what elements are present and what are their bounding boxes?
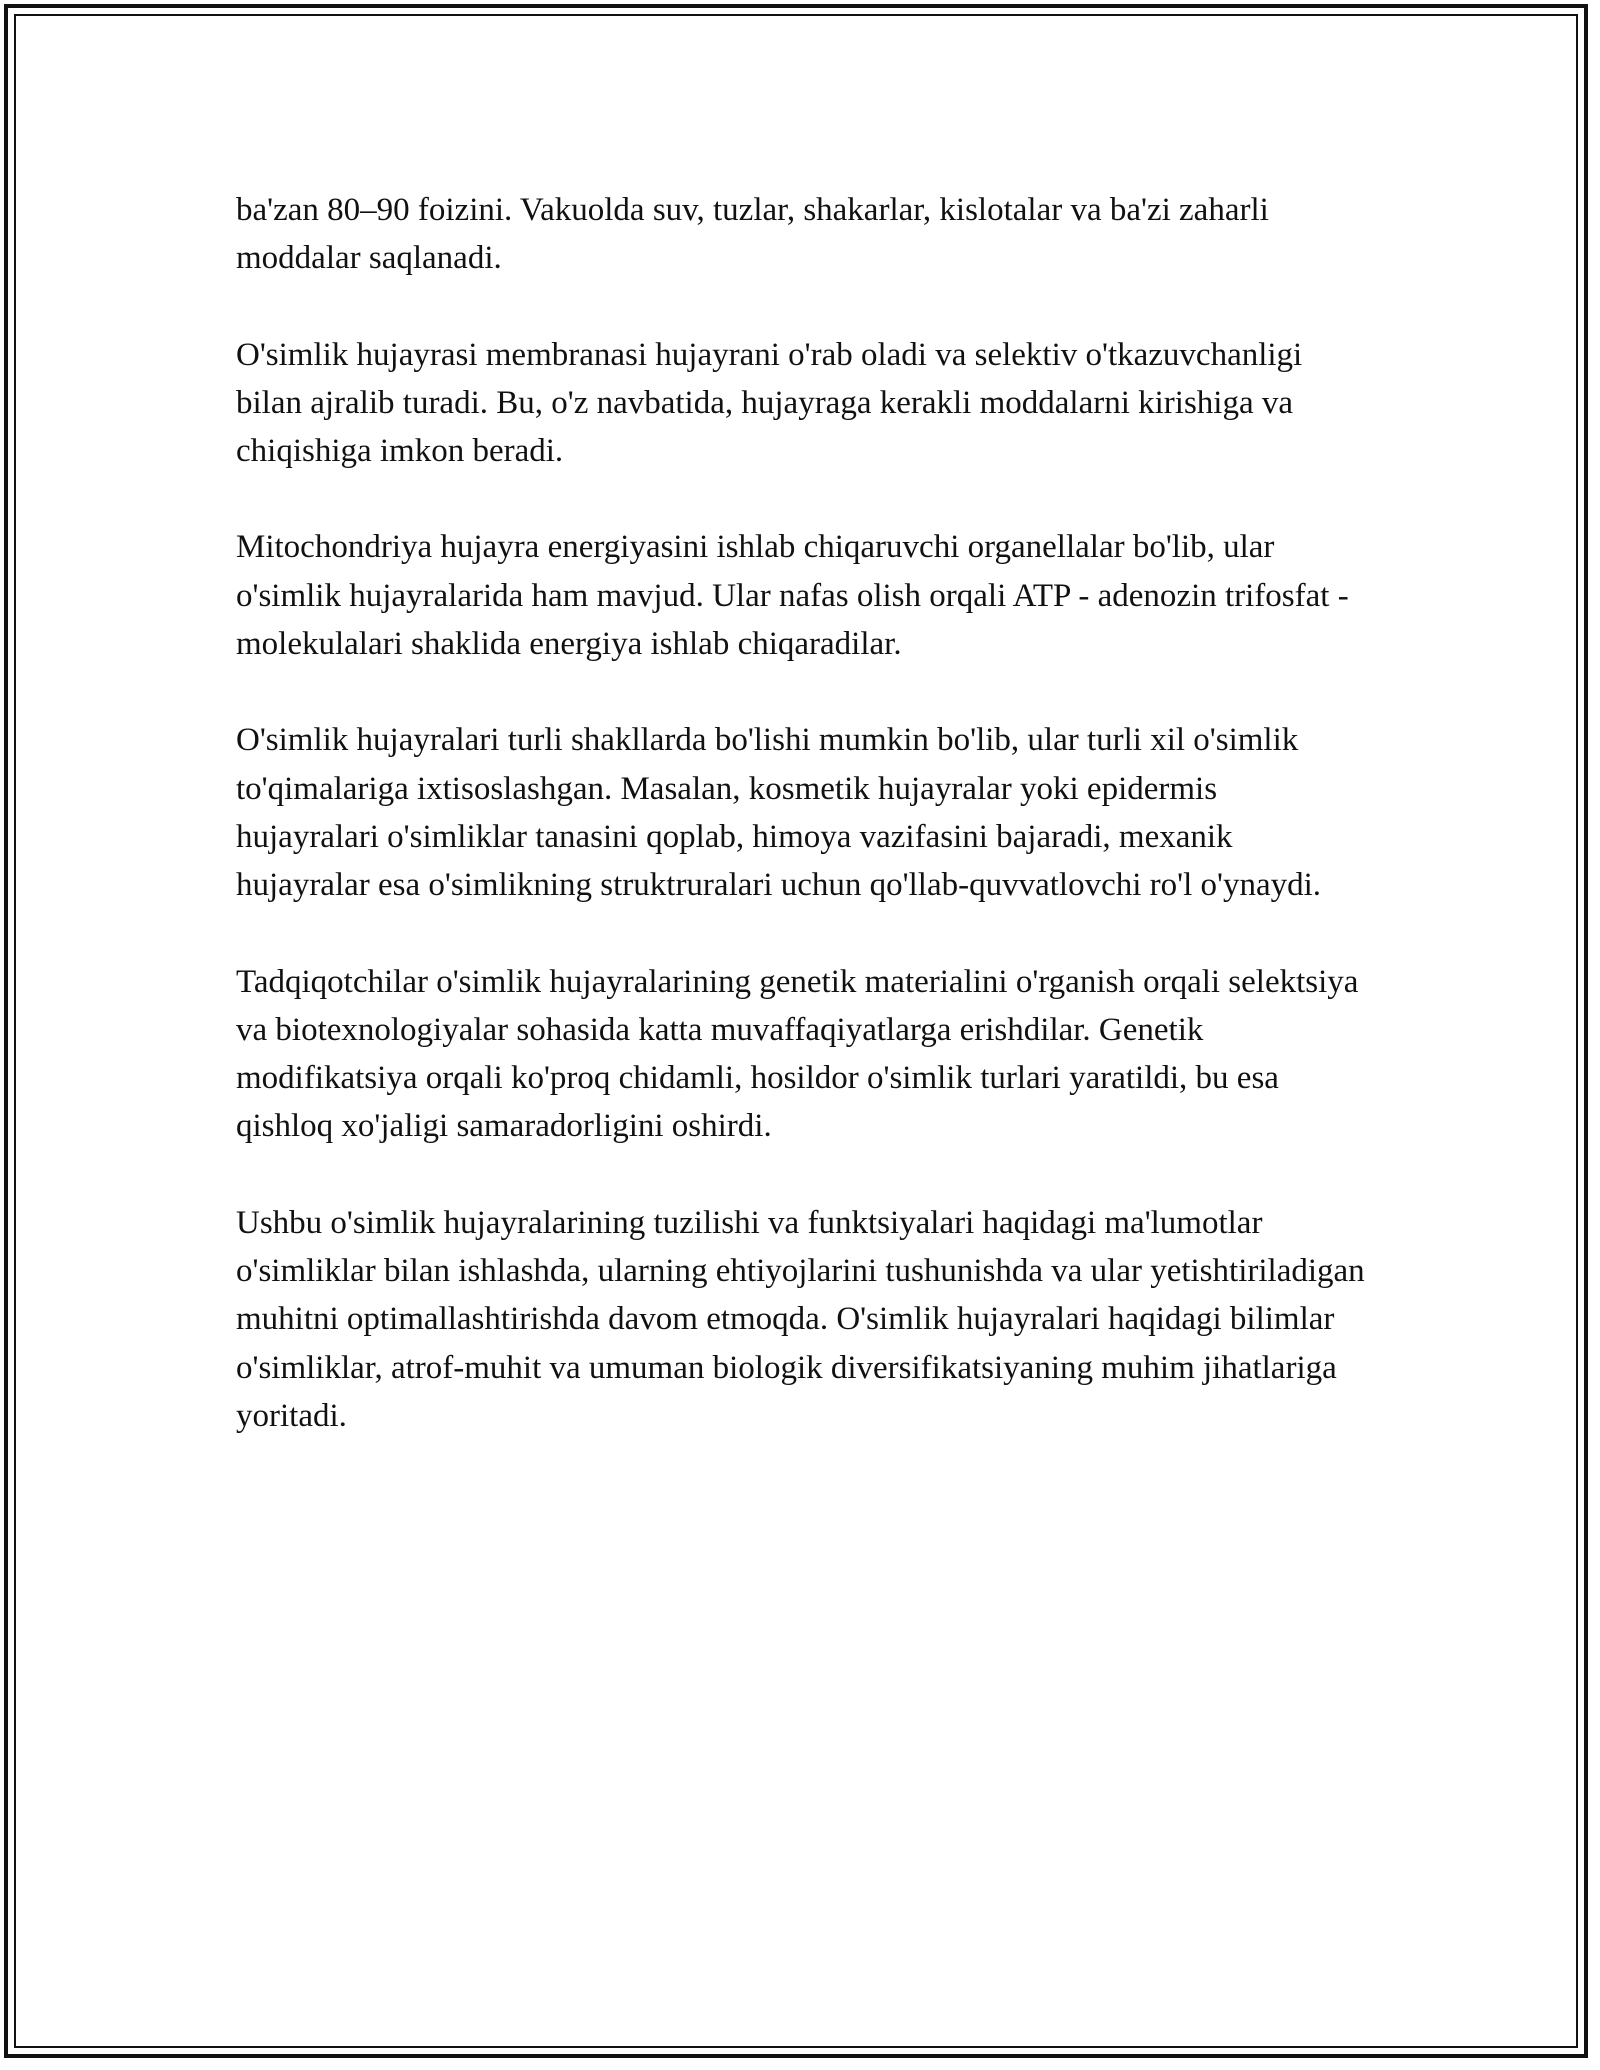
paragraph-cell-membrane: O'simlik hujayrasi membranasi hujayrani o'rab oladi va selektiv o'tkazuvchanligi bilan ajralib turadi. Bu, o'z navbatida, hujayraga kerakli moddalarni kirishiga va chiqishiga imkon beradi. [236,336,1303,470]
paragraph-vacuole-contents: ba'zan 80–90 foizini. Vakuolda suv, tuzlar, shakarlar, kislotalar va ba'zi zaharli moddalar saqlanadi. [236,192,1269,277]
paragraph-cell-shapes: O'simlik hujayralari turli shakllarda bo'lishi mumkin bo'lib, ular turli xil o'simlik to'qimalariga ixtisoslashgan. Masalan, kosmetik hujayralar yoki epidermis hujayralari o'simliklar tanasini qoplab, himoya vazifasini bajaradi, mexanik hujayralar esa o'simlikning struktruralari uchun qo'llab-quvvatlovchi ro'l o'ynaydi. [236,722,1322,904]
document-body [236,186,1366,1440]
paragraph-conclusion: Ushbu o'simlik hujayralarining tuzilishi va funktsiyalari haqidagi ma'lumotlar o'simliklar bilan ishlashda, ularning ehtiyojlarini tushunishda va ular yetishtiriladigan muhitni optimallashtirishda davom etmoqda. O'simlik hujayralari haqidagi bilimlar o'simliklar, atrof-muhit va umuman biologik diversifikatsiyaning muhim jihatlariga yoritadi. [236,1204,1365,1434]
paragraph-mitochondria: Mitochondriya hujayra energiyasini ishlab chiqaruvchi organellalar bo'lib, ular o'simlik hujayralarida ham mavjud. Ular nafas olish orqali ATP - adenozin trifosfat - molekulalari shaklida energiya ishlab chiqaradilar. [236,529,1349,663]
paragraph-genetic-research: Tadqiqotchilar o'simlik hujayralarining genetik materialini o'rganish orqali selektsiya va biotexnologiyalar sohasida katta muvaffaqiyatlarga erishdilar. Genetik modifikatsiya orqali ko'proq chidamli, hosildor o'simlik turlari yaratildi, bu esa qishloq xo'jaligi samaradorligini oshirdi. [236,963,1359,1145]
